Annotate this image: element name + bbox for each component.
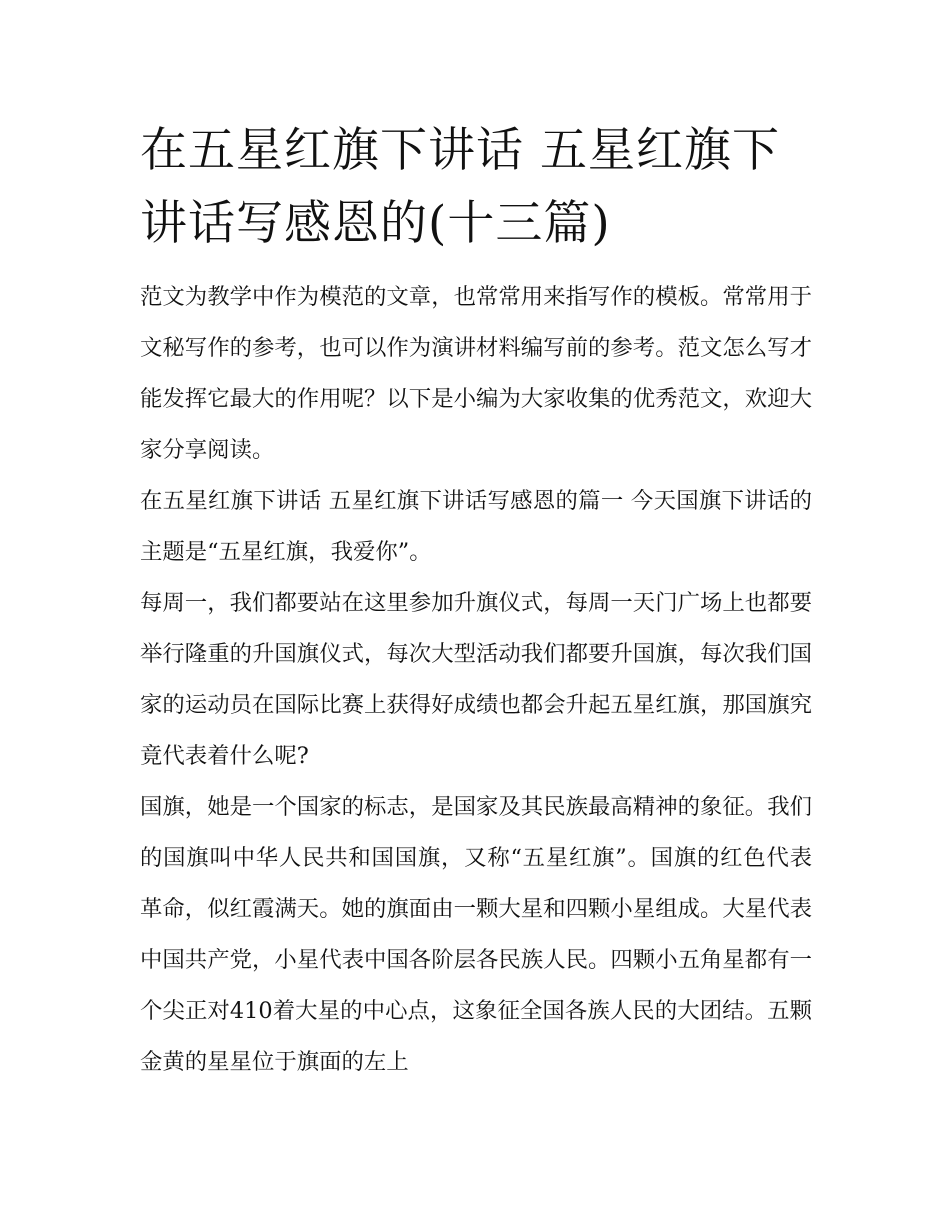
paragraph-flag-meaning: 国旗，她是一个国家的标志，是国家及其民族最高精神的象征。我们的国旗叫中华人民共和国国旗，又称“五星红旗”。国旗的红色代表革命，似红霞满天。她的旗面由一颗大星和四颗小星组成。大星代表中国共产党，小星代表中国各阶层各民族人民。四颗小五角星都有一个尖正对410着大星的中心点，这象征全国各族人民的大团结。五颗金黄的星星位于旗面的左上 bbox=[140, 794, 812, 1075]
paragraph-flag-raising: 每周一，我们都要站在这里参加升旗仪式，每周一天门广场上也都要举行隆重的升国旗仪式，每次大型活动我们都要升国旗，每次我们国家的运动员在国际比赛上获得好成绩也都会升起五星红旗，那国旗究竟代表着什么呢? bbox=[140, 590, 812, 769]
document-page bbox=[140, 114, 812, 1088]
document-body bbox=[140, 272, 812, 1088]
paragraph-intro: 范文为教学中作为模范的文章，也常常用来指写作的模板。常常用于文秘写作的参考，也可以作为演讲材料编写前的参考。范文怎么写才能发挥它最大的作用呢？以下是小编为大家收集的优秀范文，欢迎大家分享阅读。 bbox=[140, 284, 812, 463]
document-title: 在五星红旗下讲话 五星红旗下讲话写感恩的(十三篇) bbox=[140, 123, 780, 251]
paragraph-speech-topic: 在五星红旗下讲话 五星红旗下讲话写感恩的篇一 今天国旗下讲话的主题是“五星红旗，我爱你”。 bbox=[140, 488, 812, 565]
